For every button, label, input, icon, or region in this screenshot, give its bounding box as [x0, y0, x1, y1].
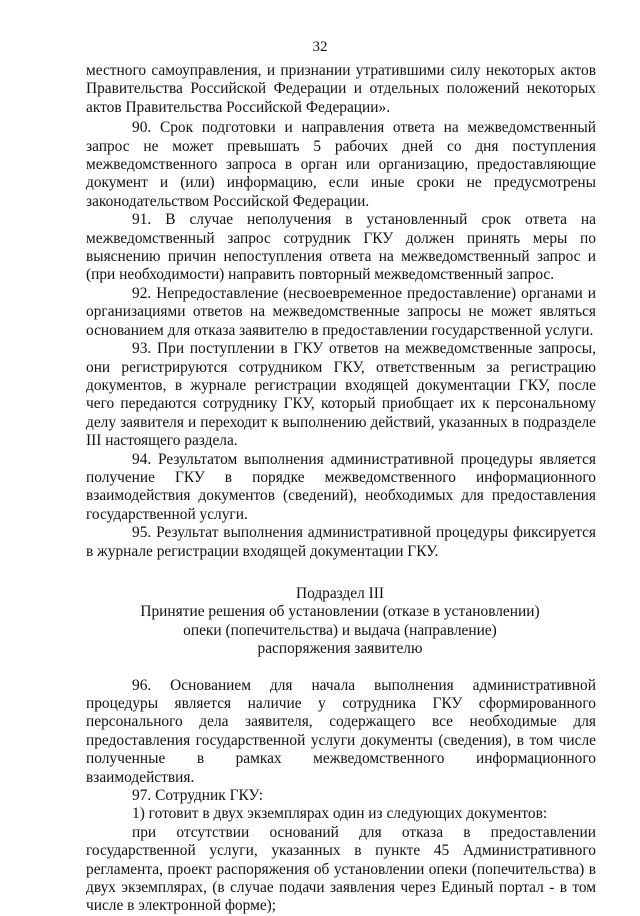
- subsection-title-line-1: Принятие решения об установлении (отказе в установлении): [140, 603, 540, 621]
- subsection-title-line-2: опеки (попечительства) и выдача (направление): [183, 621, 497, 639]
- paragraph-93: 93. При поступлении в ГКУ ответов на межведомственные запросы, они регистрируются сотрудником ГКУ, ответственным за регистрацию документов, в журнале регистрации входящей документации ГКУ, после чего передаются сотруднику ГКУ, который приобщает их к персональному делу заявителя и переходит к выполнению действий, указанных в подразделе III настоящего раздела.: [86, 340, 596, 450]
- paragraph-96: 96. Основанием для начала выполнения административной процедуры является наличие у сотрудника ГКУ сформированного персонального дела заявителя, содержащего все необходимые для предоставления государственной услуги документы (сведения), в том числе полученные в рамках межведомственного информационного взаимодействия.: [86, 676, 596, 786]
- paragraph-97-item-1: 1) готовит в двух экземплярах один из следующих документов:: [132, 805, 548, 823]
- paragraph-97-item-1-a: при отсутствии оснований для отказа в предоставлении государственной услуги, указанных в пункте 45 Административного регламента, проект распоряжения об установлении опеки (попечительства) в двух экземплярах, (в случае подачи заявления через Единый портал - в том числе в электронной форме);: [86, 823, 596, 915]
- page-number: 32: [312, 39, 328, 55]
- subsection-label: Подраздел III: [295, 584, 385, 602]
- subsection-heading: [84, 585, 596, 659]
- paragraph-94: 94. Результатом выполнения административной процедуры является получение ГКУ в порядке межведомственного информационного взаимодействия документов (сведений), необходимых для предоставления государственной услуги.: [86, 450, 596, 523]
- document-body: [86, 62, 596, 916]
- paragraph-97: 97. Сотрудник ГКУ:: [132, 787, 264, 805]
- paragraph-95: 95. Результат выполнения административной процедуры фиксируется в журнале регистрации входящей документации ГКУ.: [86, 524, 596, 560]
- paragraph-continued: местного самоуправления, и признании утратившими силу некоторых актов Правительства Российской Федерации и отдельных положений некоторых актов Правительства Российской Федерации».: [86, 62, 596, 116]
- paragraph-90: 90. Срок подготовки и направления ответа на межведомственный запрос не может превышать 5 рабочих дней со дня поступления межведомственного запроса в орган или организацию, предоставляющие документ и (или) информацию, если иные сроки не предусмотрены законодательством Российской Федерации.: [86, 119, 596, 210]
- subsection-title-line-3: распоряжения заявителю: [257, 640, 423, 658]
- paragraph-92: 92. Непредоставление (несвоевременное предоставление) органами и организациями ответов на межведомственные запросы не может являться основанием для отказа заявителю в предоставлении государственной услуги.: [86, 284, 596, 339]
- paragraph-91: 91. В случае неполучения в установленный срок ответа на межведомственный запрос сотрудник ГКУ должен принять меры по выяснению причин непоступления ответа на межведомственный запрос и (при необходимости) направить повторный межведомственный запрос.: [86, 211, 596, 284]
